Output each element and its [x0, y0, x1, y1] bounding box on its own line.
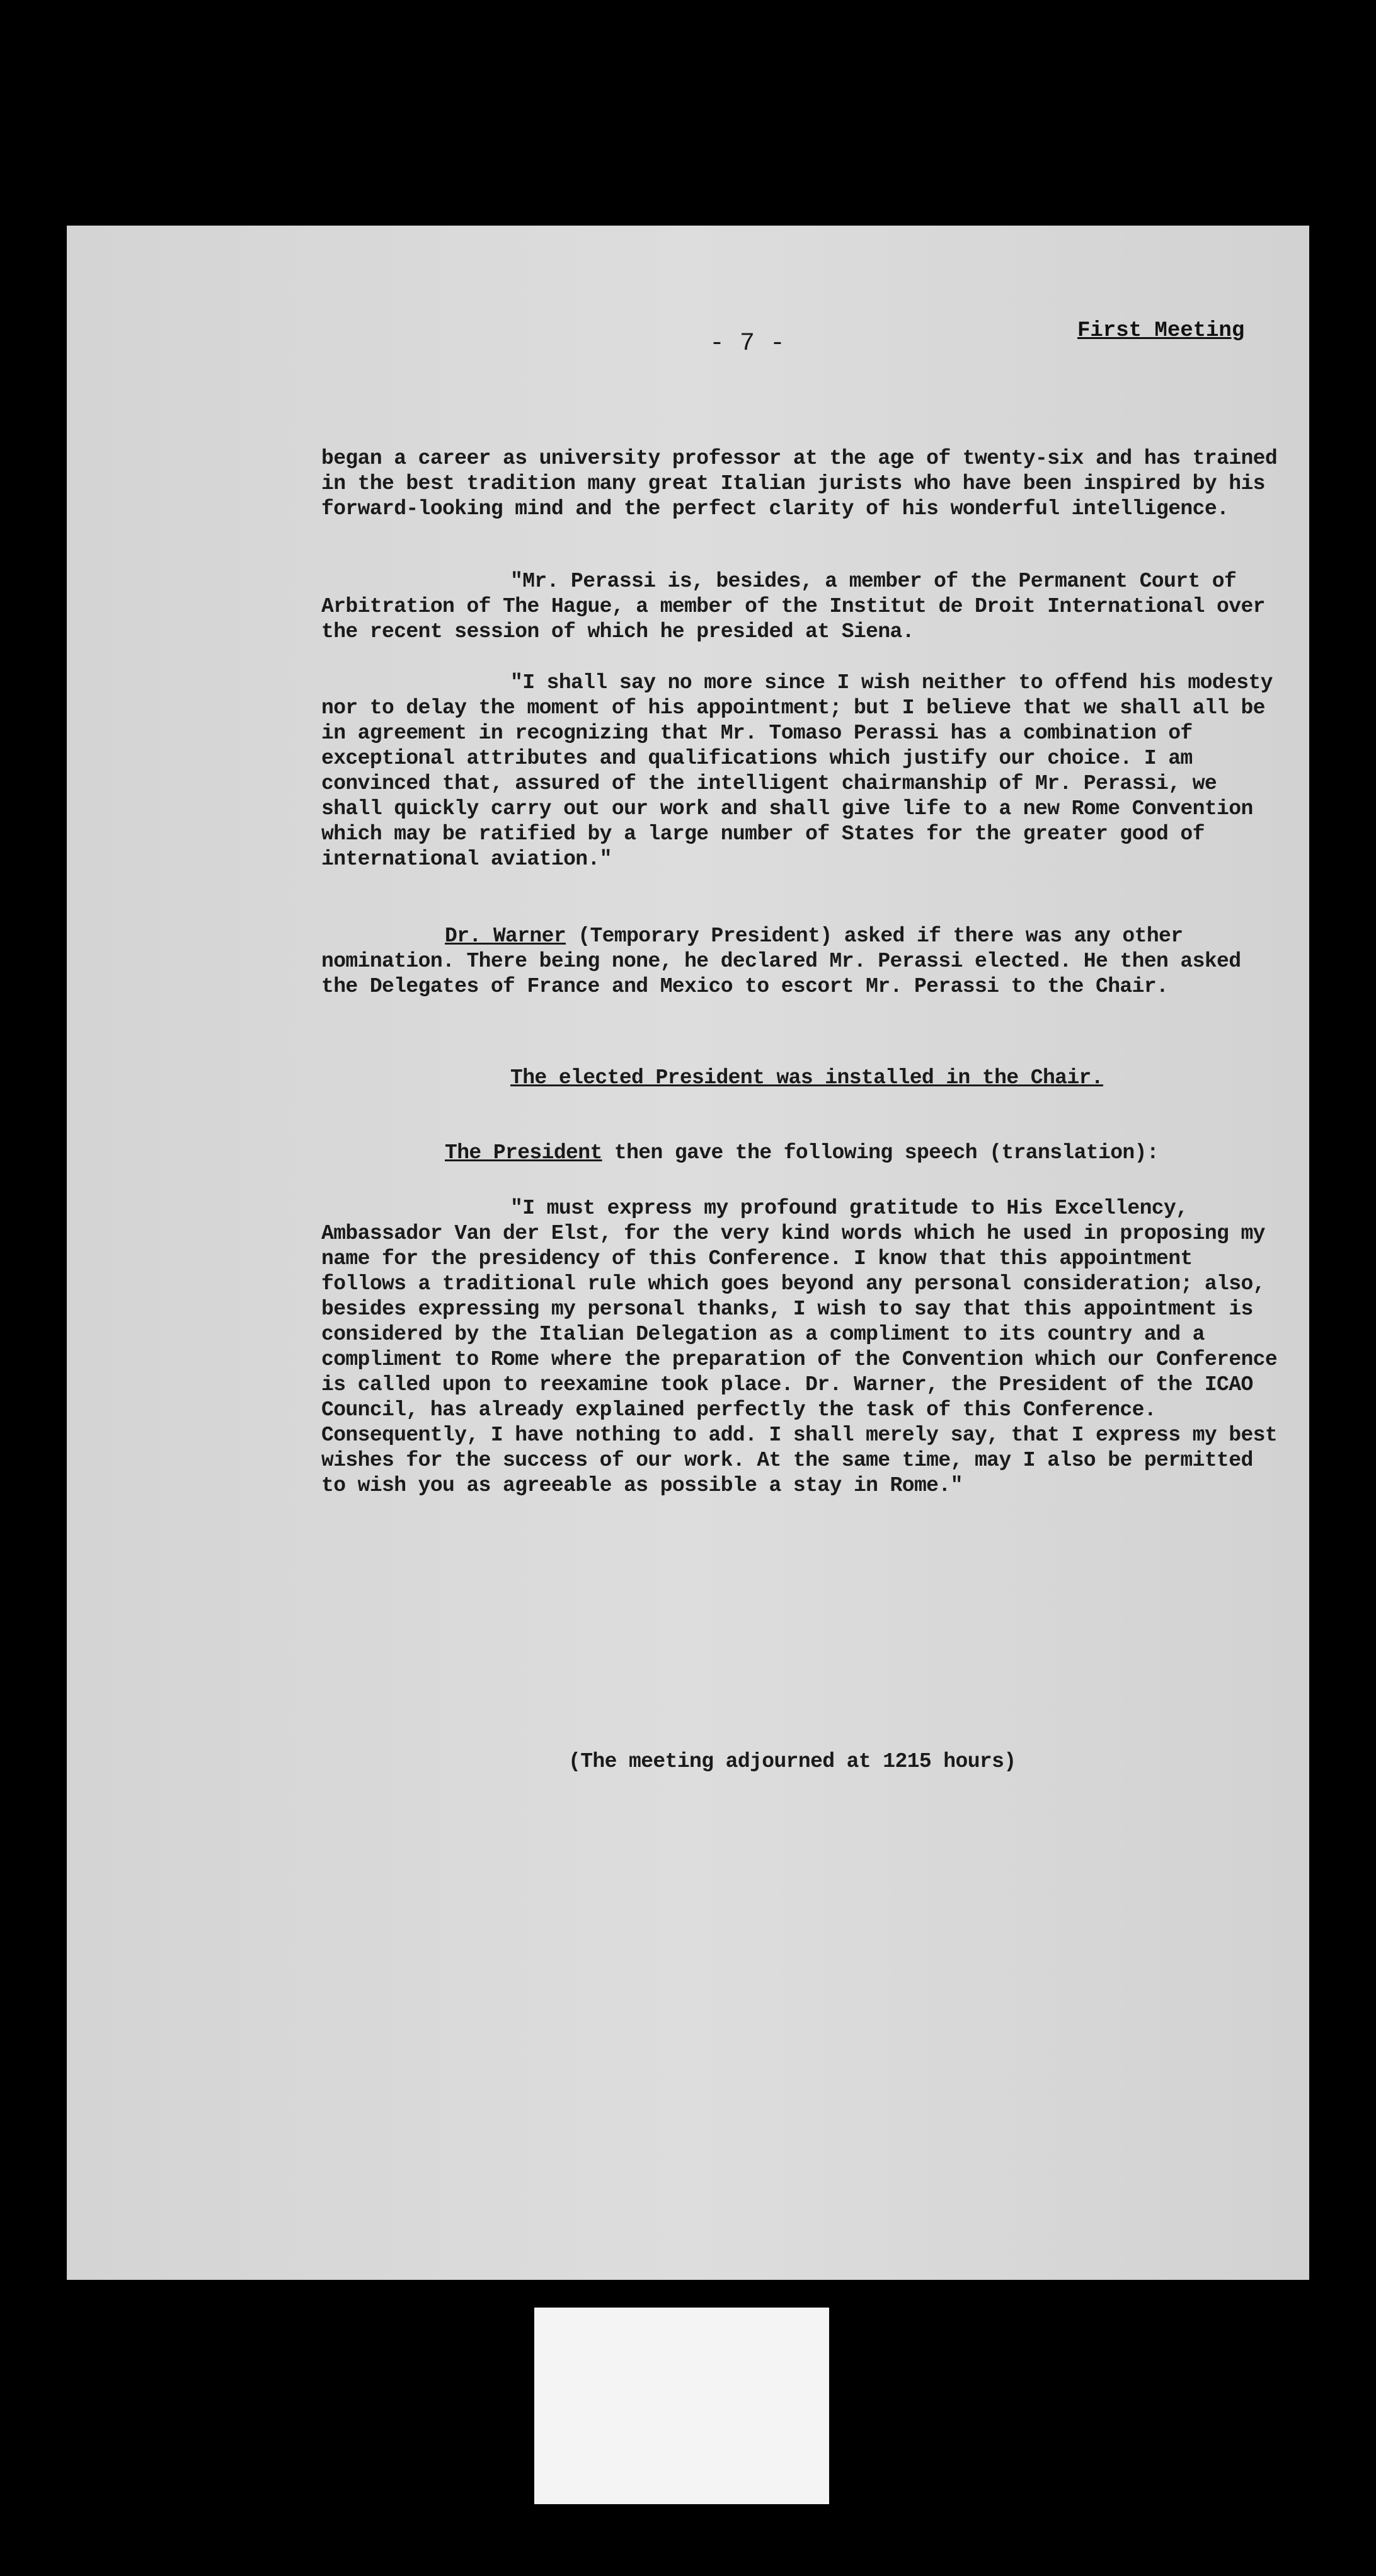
document-page — [67, 226, 1309, 2280]
paragraph-continuation — [321, 446, 1279, 522]
paragraph-perassi-membership — [321, 569, 1279, 645]
installation-note: The elected President was installed in the Chair. — [510, 1066, 1103, 1090]
page-number: - 7 - — [709, 330, 786, 358]
paragraph-president-speech — [321, 1196, 1279, 1498]
paragraph-text: "I must express my profound gratitude to His Excellency, Ambassador Van der Elst, for the very kind words which he used in proposing my name for the presidency of this Conference. I know that this appointment follows a traditional rule which goes beyond any personal consideration; also, besides expressing my personal thanks, I wish to say that this appointment is considered by the Italian Delegation as a compliment to its country and a compliment to Rome where the preparation of the Convention which our Conference is called upon to reexamine took place. Dr. Warner, the President of the ICAO Council, has already explained perfectly the task of this Conference. Consequently, I have nothing to add. I shall merely say, that I express my best wishes for the success of our work. At the same time, may I also be permitted to wish you as agreeable as possible a stay in Rome." — [321, 1197, 1278, 1497]
speaker-name: Dr. Warner — [445, 924, 566, 948]
paragraph-text: then gave the following speech (translation): — [614, 1141, 1159, 1164]
paragraph-closing-nomination — [321, 670, 1279, 872]
paragraph-text: began a career as university professor at the age of twenty-six and has trained in the best tradition many great Italian jurists who have been inspired by his forward-looking mind and the perfect clarity of his wonderful intelligence. — [321, 447, 1278, 520]
adjournment-note — [321, 1749, 1279, 1774]
speaker-name: The President — [445, 1141, 602, 1164]
paragraph-text: "I shall say no more since I wish neither to offend his modesty nor to delay the moment of his appointment; but I believe that we shall all be in agreement in recognizing that Mr. Tomaso Perassi has a combination of exceptional attributes and qualifications which justify our choice. I am convinced that, assured of the intelligent chairmanship of Mr. Perassi, we shall quickly carry out our work and shall give life to a new Rome Convention which may be ratified by a large number of States for the greater good of international aviation." — [321, 671, 1273, 871]
running-head: First Meeting — [1077, 319, 1245, 343]
paragraph-text: (The meeting adjourned at 1215 hours) — [568, 1750, 1016, 1773]
paragraph-president-intro — [321, 1141, 1279, 1166]
paragraph-installed — [321, 1066, 1279, 1091]
paragraph-text: "Mr. Perassi is, besides, a member of the Permanent Court of Arbitration of The Hague, a member of the Institut de Droit International over the recent session of which he presided at Siena. — [321, 570, 1265, 643]
paragraph-text: (Temporary President) asked if there was any other nomination. There being none, he declared Mr. Perassi elected. He then asked the Delegates of France and Mexico to escort Mr. Perassi to the Chair. — [321, 924, 1241, 998]
paragraph-warner-election — [321, 924, 1279, 999]
white-card — [534, 2308, 829, 2504]
